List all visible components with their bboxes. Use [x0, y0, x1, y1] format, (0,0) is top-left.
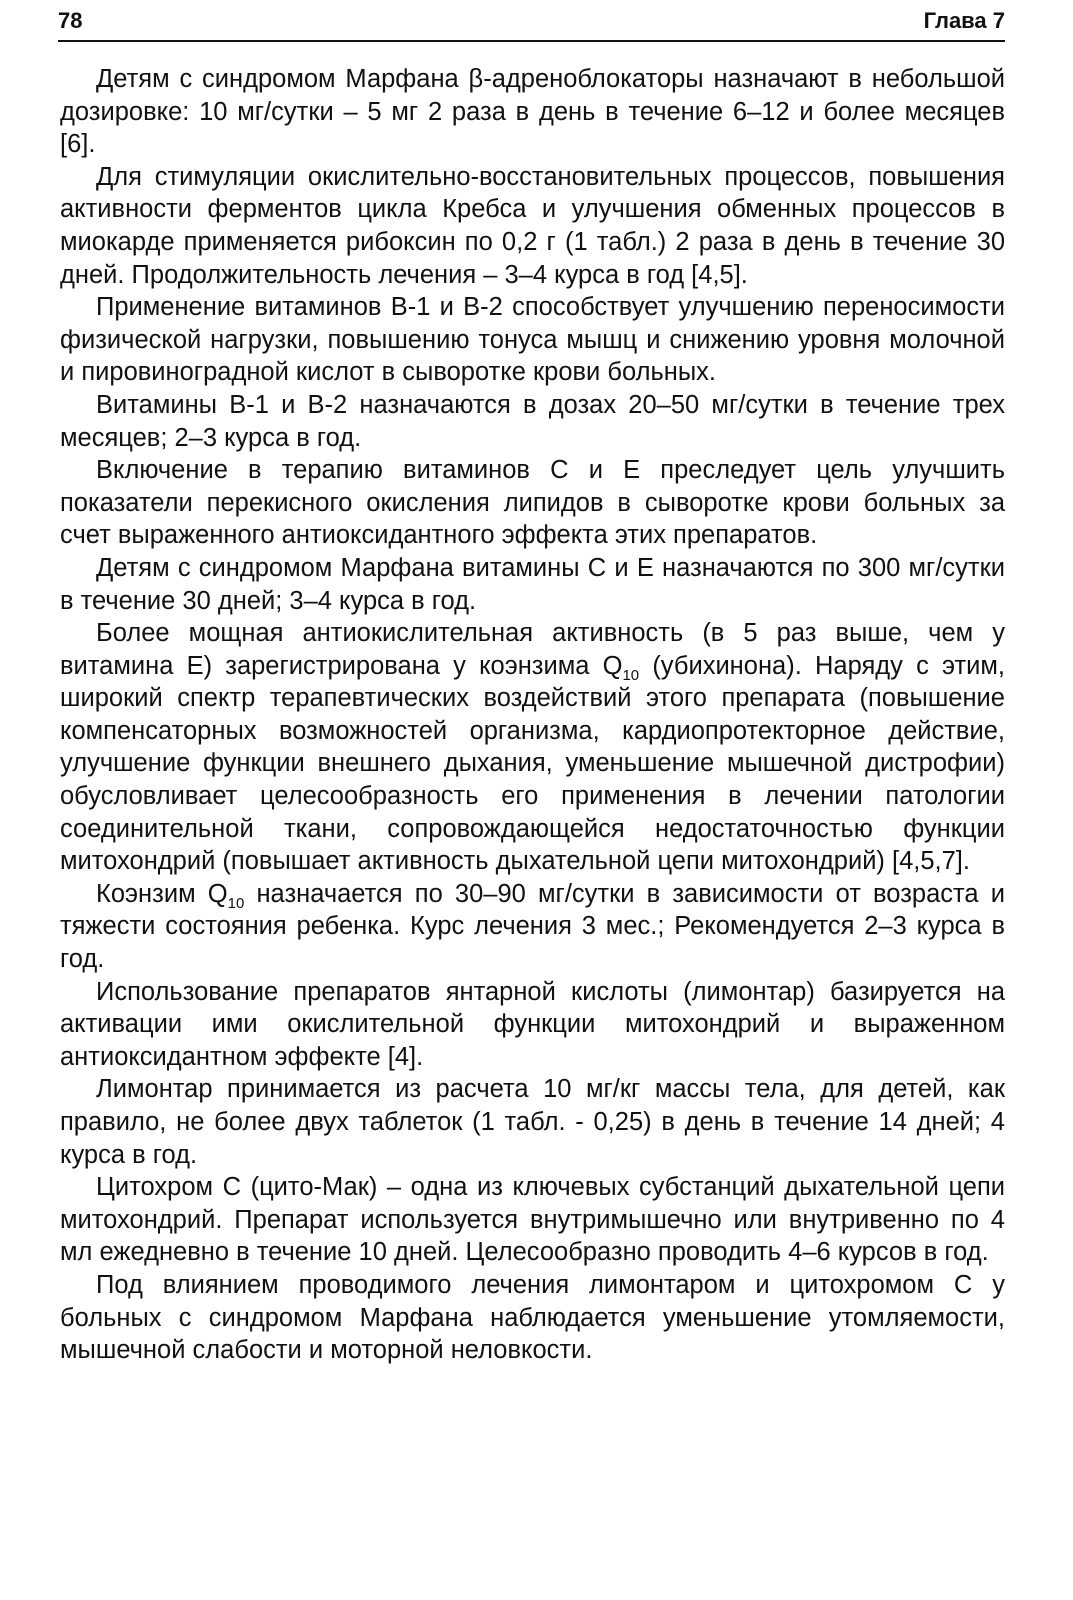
paragraph-vitamins-b-effect: Применение витаминов В-1 и В-2 способствует улучшению переносимости физической нагрузки, повышению тонуса мышц и снижению уровня молочной и пировиноградной кислот в сыворотке крови больных. [60, 293, 1005, 387]
paragraph-coenzyme-q10-dose [60, 878, 1005, 976]
paragraph-vitamins-b-dose: Витамины В-1 и В-2 назначаются в дозах 20–50 мг/сутки в течение трех месяцев; 2–3 курса в год. [60, 390, 1005, 452]
paragraph-vitamins-c-e-effect: Включение в терапию витаминов С и Е преследует цель улучшить показатели перекисного окисления липидов в сыворотке крови больных за счет выраженного антиоксидантного эффекта этих препаратов. [60, 456, 1005, 550]
paragraph-vitamins-c-e-dose: Детям с синдромом Марфана витамины С и Е назначаются по 300 мг/сутки в течение 30 дней; 3–4 курса в год. [60, 553, 1005, 615]
running-header [58, 6, 1005, 42]
text-run: назначается по 30–90 мг/сутки в зависимости от возраста и тяжести состояния ребенка. Курс лечения 3 мес.; Рекомендуется 2–3 курса в год. [60, 879, 1005, 974]
subscript: 10 [622, 666, 640, 684]
page-number: 78 [58, 8, 83, 33]
text-run: Коэнзим Q [96, 879, 228, 908]
paragraph-coenzyme-q10-effect [60, 617, 1005, 878]
paragraph-succinic-acid: Использование препаратов янтарной кислоты (лимонтар) базируется на активации ими окислительной функции митохондрий и выраженном антиоксидантном эффекте [4]. [60, 977, 1005, 1071]
text-run: Более мощная антиокислительная активность (в 5 раз выше, чем у витамина Е) зарегистрирована у коэнзима Q [60, 619, 1005, 680]
subscript: 10 [227, 894, 245, 912]
paragraph-treatment-outcome: Под влиянием проводимого лечения лимонтаром и цитохромом С у больных с синдромом Марфана наблюдается уменьшение утомляемости, мышечной слабости и моторной неловкости. [60, 1270, 1005, 1365]
paragraph-riboxin: Для стимуляции окислительно-восстановительных процессов, повышения активности ферментов цикла Кребса и улучшения обменных процессов в миокарде применяется рибоксин по 0,2 г (1 табл.) 2 раза в день в течение 30 дней. Продолжительность лечения – 3–4 курса в год [4,5]. [60, 162, 1005, 289]
text-run: (убихинона). Наряду с этим, широкий спектр терапевтических воздействий этого препарата (повышение компенсаторных возможностей организма, кардиопротекторное действие, улучшение функции внешнего дыхания, уменьшение мышечной дистрофии) обусловливает целесообразность его применения в лечении патологии соединительной ткани, сопровождающейся недостаточностью функции митохондрий (повышает активность дыхательной цепи митохондрий) [4,5,7]. [60, 651, 1005, 876]
body-text [60, 63, 1005, 1367]
paragraph-limontar-dose: Лимонтар принимается из расчета 10 мг/кг массы тела, для детей, как правило, не более двух таблеток (1 табл. - 0,25) в день в течение 14 дней; 4 курса в год. [60, 1075, 1005, 1169]
paragraph-beta-blockers: Детям с синдромом Марфана β-адреноблокаторы назначают в небольшой дозировке: 10 мг/сутки – 5 мг 2 раза в день в течение 6–12 и более месяцев [6]. [60, 65, 1005, 159]
paragraph-cytochrome-c: Цитохром С (цито-Мак) – одна из ключевых субстанций дыхательной цепи митохондрий. Препарат используется внутримышечно или внутривенно по 4 мл ежедневно в течение 10 дней. Целесообразно проводить 4–6 курсов в год. [60, 1173, 1005, 1267]
chapter-label: Глава 7 [923, 8, 1005, 33]
